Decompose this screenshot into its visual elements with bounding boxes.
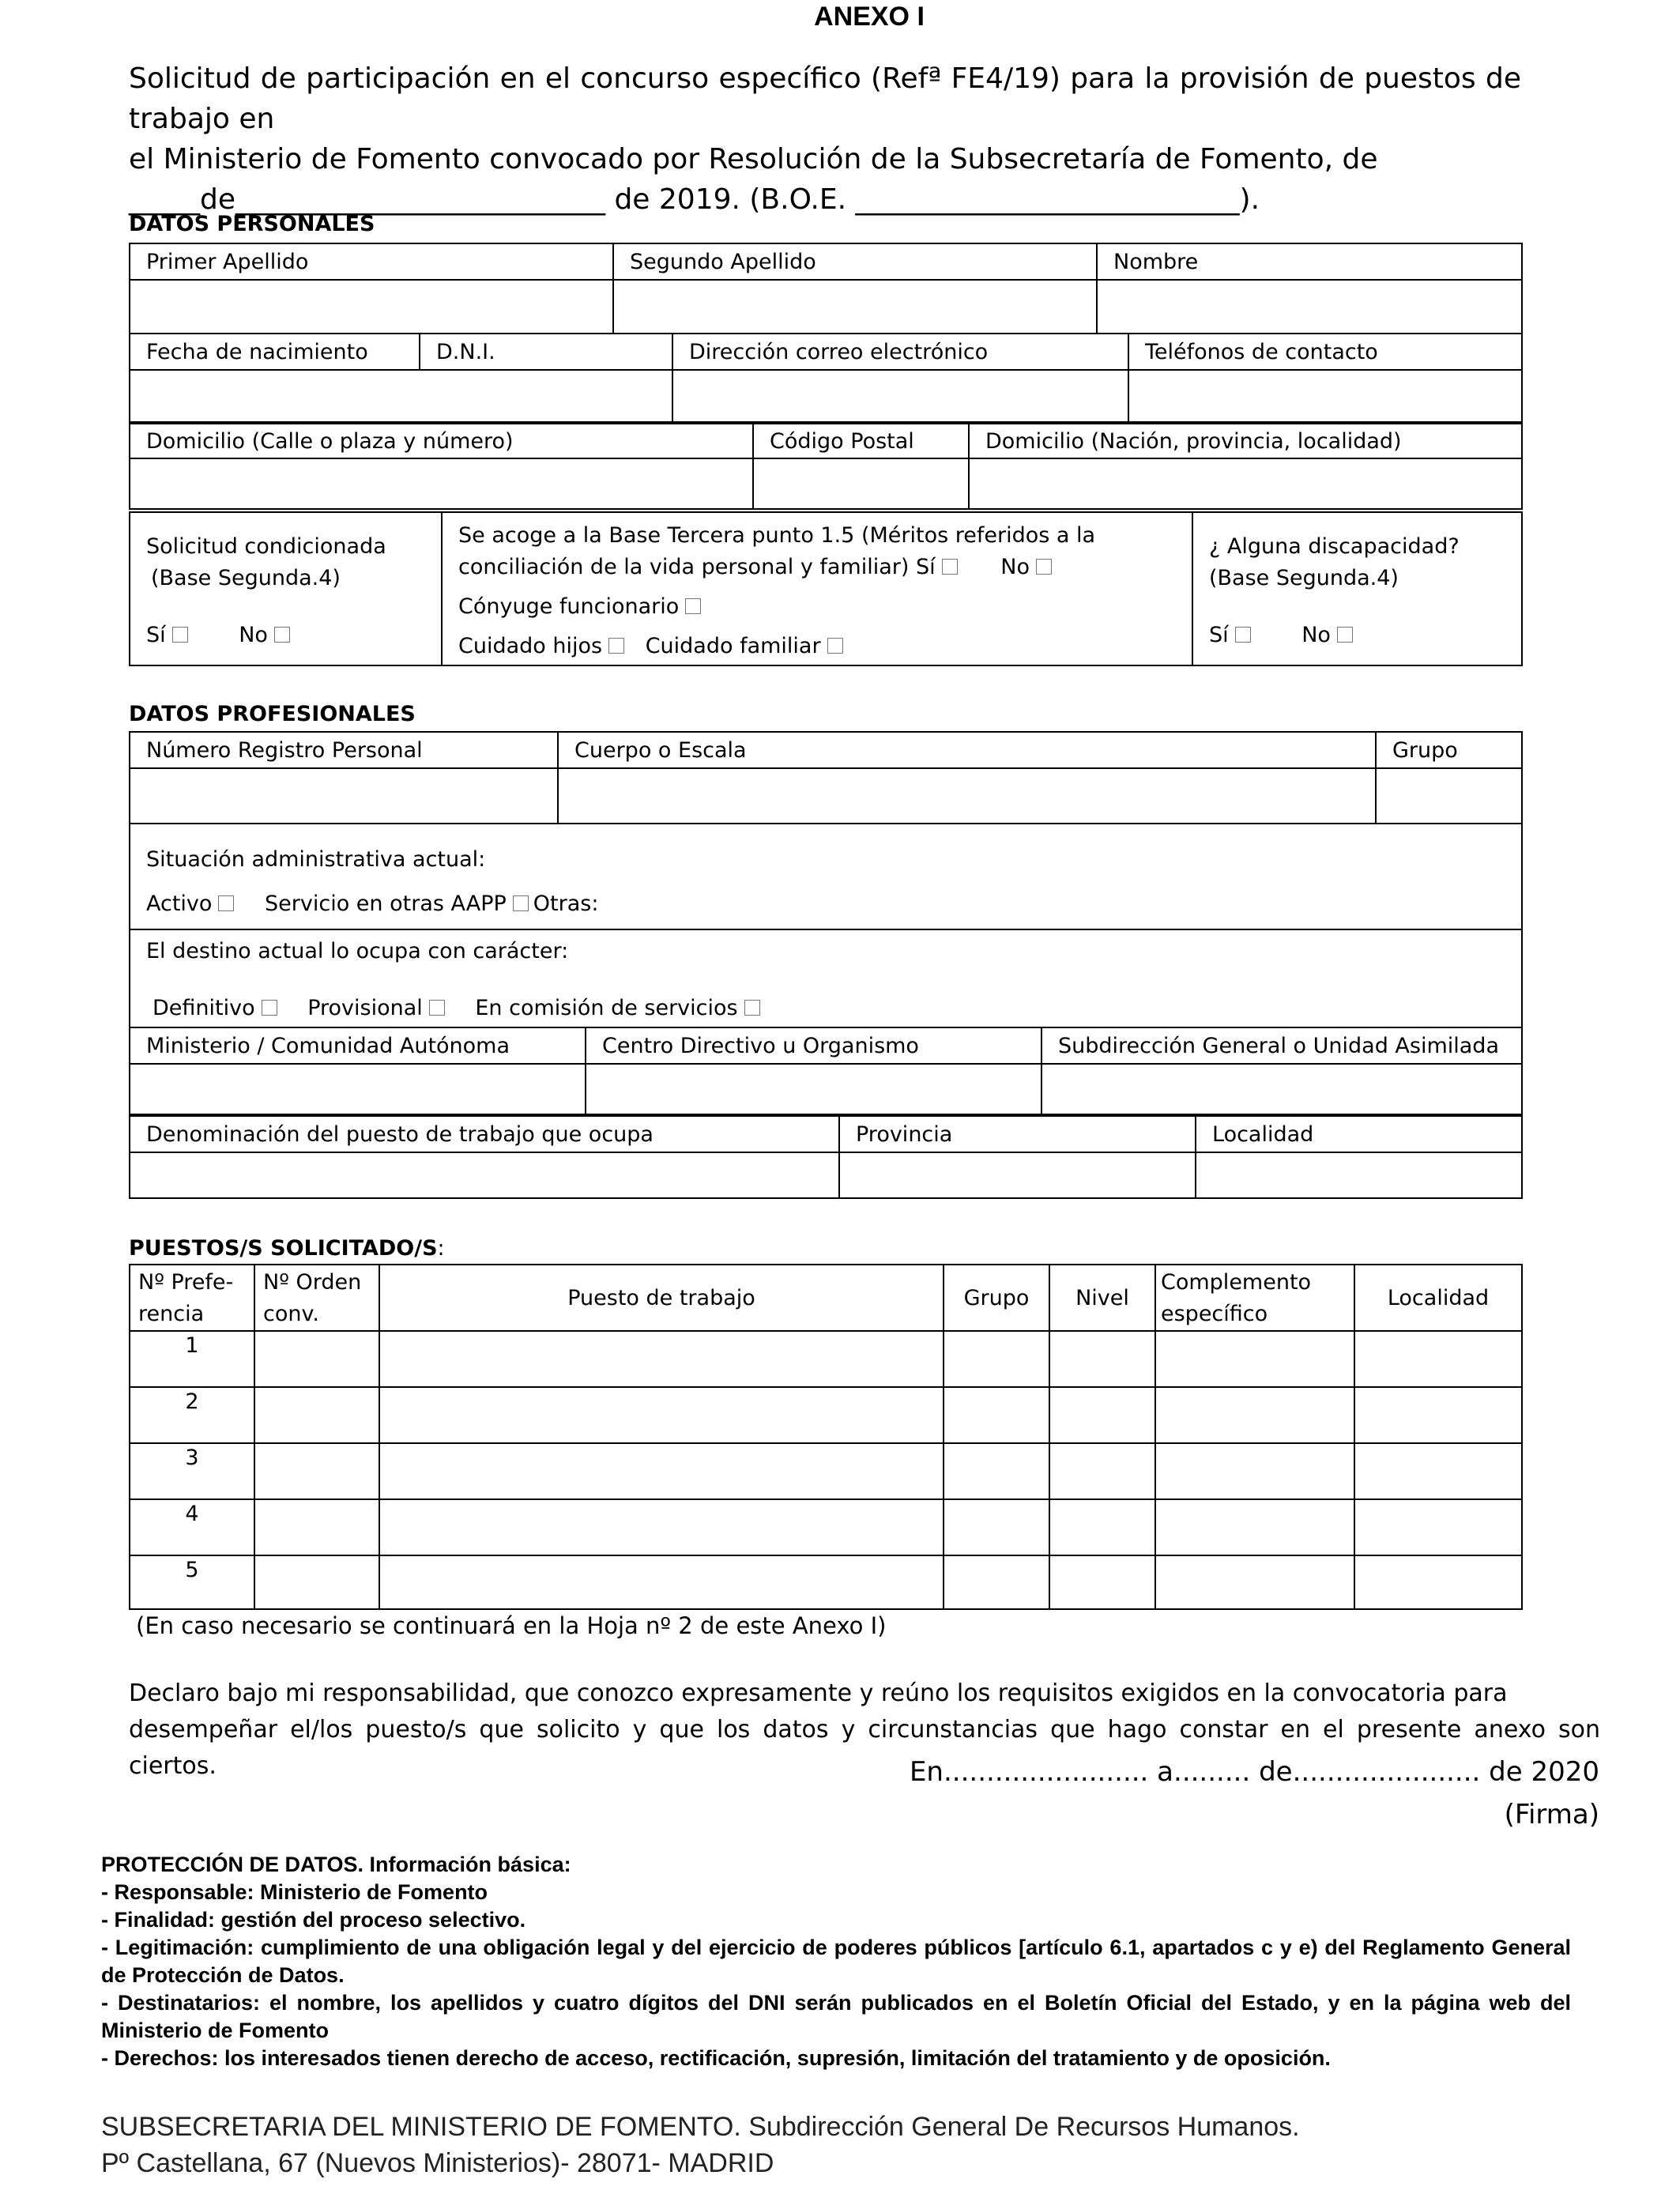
base-tercera-text: conciliación de la vida personal y familiar) <box>458 555 910 579</box>
signature-label: (Firma) <box>1504 1799 1599 1830</box>
intro-paragraph <box>129 58 1521 220</box>
col-nivel-header: Nivel <box>1049 1265 1155 1331</box>
puesto-actual-table <box>129 1115 1523 1199</box>
personal-address-table <box>129 423 1523 510</box>
intro-line-2: el Ministerio de Fomento convocado por Resolución de la Subsecretaría de Fomento, de <box>129 143 1378 175</box>
servicio-otras-checkbox[interactable] <box>513 895 529 911</box>
situacion-cell <box>130 824 1522 929</box>
personal-contact-table <box>129 333 1523 423</box>
discapacidad-no-label: No <box>1301 623 1331 647</box>
base-tercera-si-checkbox[interactable] <box>942 559 958 575</box>
table-row <box>130 1387 1522 1443</box>
condicionada-options <box>146 620 441 651</box>
ministerio-field[interactable] <box>130 1064 586 1114</box>
primer-apellido-label: Primer Apellido <box>130 243 613 280</box>
localidad-label: Localidad <box>1196 1116 1522 1152</box>
codigo-postal-label: Código Postal <box>753 424 969 458</box>
col-orden-line-2: conv. <box>263 1302 319 1326</box>
localidad-field[interactable] <box>1196 1152 1522 1198</box>
base-tercera-no-label: No <box>1000 555 1030 579</box>
col-preferencia-header <box>130 1265 254 1331</box>
base-tercera-no-checkbox[interactable] <box>1036 559 1052 575</box>
base-tercera-line-2 <box>458 552 1192 583</box>
nrp-label: Número Registro Personal <box>130 732 558 768</box>
grupo-label: Grupo <box>1376 732 1522 768</box>
provisional-label: Provisional <box>307 996 423 1020</box>
codigo-postal-field[interactable] <box>753 458 969 509</box>
profesional-table <box>129 731 1523 1028</box>
table-cell[interactable] <box>1049 1387 1155 1443</box>
comision-checkbox[interactable] <box>744 1000 760 1016</box>
table-cell[interactable] <box>254 1555 379 1609</box>
footer-line-1: SUBSECRETARIA DEL MINISTERIO DE FOMENTO. Subdirección General De Recursos Humanos. <box>101 2112 1300 2142</box>
table-row <box>130 1499 1522 1555</box>
col-grupo-header: Grupo <box>944 1265 1049 1331</box>
table-cell[interactable] <box>1354 1331 1522 1387</box>
personal-names-table <box>129 243 1523 334</box>
ministerio-label: Ministerio / Comunidad Autónoma <box>130 1027 586 1064</box>
puestos-heading-title: PUESTOS/S SOLICITADO/S <box>129 1236 438 1261</box>
conyuge-checkbox[interactable] <box>685 598 701 614</box>
puestos-heading <box>129 1236 445 1261</box>
discapacidad-si-checkbox[interactable] <box>1235 627 1251 643</box>
table-row <box>130 1331 1522 1387</box>
table-cell[interactable] <box>1155 1499 1354 1555</box>
table-cell[interactable] <box>1354 1387 1522 1443</box>
discapacidad-si-label: Sí <box>1209 623 1229 647</box>
conyuge-label: Cónyuge funcionario <box>458 594 680 619</box>
denominacion-label: Denominación del puesto de trabajo que ocupa <box>130 1116 839 1152</box>
table-cell[interactable] <box>1354 1443 1522 1499</box>
data-protection-destinatarios: - Destinatarios: el nombre, los apellidos y cuatro dígitos del DNI serán publicados en el Boletín Oficial del Estado, y en la página web del Ministerio de Fomento <box>101 1991 1571 2042</box>
domicilio-calle-field[interactable] <box>130 458 753 509</box>
telefonos-field[interactable] <box>1128 370 1522 422</box>
col-preferencia-line-1: Nº Prefe- <box>138 1270 234 1295</box>
row-number: 5 <box>130 1555 254 1609</box>
correo-label: Dirección correo electrónico <box>672 334 1128 370</box>
row-number: 4 <box>130 1499 254 1555</box>
cuidado-hijos-label: Cuidado hijos <box>458 634 603 658</box>
table-cell[interactable] <box>379 1387 944 1443</box>
table-cell[interactable] <box>1155 1555 1354 1609</box>
footer-address <box>101 2109 1300 2181</box>
data-protection-responsable: - Responsable: Ministerio de Fomento <box>101 1880 488 1904</box>
table-cell[interactable] <box>944 1387 1049 1443</box>
cuidado-familiar-checkbox[interactable] <box>827 638 843 654</box>
correo-field[interactable] <box>672 370 1128 422</box>
table-cell[interactable] <box>1049 1331 1155 1387</box>
table-cell[interactable] <box>1354 1555 1522 1609</box>
condicionada-cell <box>130 512 442 665</box>
otras-label: Otras: <box>533 892 599 916</box>
organismo-table <box>129 1027 1523 1115</box>
continuation-note: (En caso necesario se continuará en la Hoja nº 2 de este Anexo I) <box>136 1612 887 1639</box>
table-cell[interactable] <box>379 1331 944 1387</box>
cuerpo-field[interactable] <box>558 768 1376 824</box>
condicionada-no-checkbox[interactable] <box>274 627 290 643</box>
situacion-options <box>146 882 1521 926</box>
definitivo-checkbox[interactable] <box>262 1000 277 1016</box>
base-tercera-cell <box>442 512 1192 665</box>
condicionada-si-label: Sí <box>146 623 166 647</box>
col-complemento-line-1: Complemento <box>1161 1270 1312 1295</box>
table-cell[interactable] <box>944 1555 1049 1609</box>
cuidado-familiar-label: Cuidado familiar <box>645 634 821 658</box>
row-number: 3 <box>130 1443 254 1499</box>
table-cell[interactable] <box>379 1555 944 1609</box>
col-localidad-header: Localidad <box>1354 1265 1522 1331</box>
intro-line-1: Solicitud de participación en el concurso específico (Refª FE4/19) para la provisión de puestos de trabajo en <box>129 62 1521 135</box>
table-cell[interactable] <box>254 1331 379 1387</box>
primer-apellido-field[interactable] <box>130 280 613 334</box>
table-cell[interactable] <box>254 1443 379 1499</box>
table-cell[interactable] <box>379 1499 944 1555</box>
domicilio-nacion-field[interactable] <box>969 458 1522 509</box>
destino-label: El destino actual lo ocupa con carácter: <box>146 939 569 963</box>
personal-heading: DATOS PERSONALES <box>129 212 375 236</box>
situacion-label: Situación administrativa actual: <box>146 847 486 872</box>
activo-label: Activo <box>146 892 213 916</box>
table-cell[interactable] <box>254 1387 379 1443</box>
condicionada-label: Solicitud condicionada <box>146 534 386 559</box>
discapacidad-no-checkbox[interactable] <box>1337 627 1353 643</box>
data-protection-block <box>101 1851 1571 2072</box>
domicilio-calle-label: Domicilio (Calle o plaza y número) <box>130 424 753 458</box>
puestos-heading-colon: : <box>437 1236 445 1261</box>
row-number: 1 <box>130 1331 254 1387</box>
subdireccion-label: Subdirección General o Unidad Asimilada <box>1042 1027 1522 1064</box>
data-protection-finalidad: - Finalidad: gestión del proceso selectivo. <box>101 1908 526 1932</box>
table-cell[interactable] <box>944 1443 1049 1499</box>
profesional-heading: DATOS PROFESIONALES <box>129 702 416 726</box>
col-complemento-line-2: específico <box>1161 1302 1268 1326</box>
servicio-otras-label: Servicio en otras AAPP <box>265 892 507 916</box>
condicionada-base: (Base Segunda.4) <box>151 566 341 590</box>
provincia-field[interactable] <box>839 1152 1196 1198</box>
grupo-field[interactable] <box>1376 768 1522 824</box>
table-row <box>130 1555 1522 1609</box>
col-orden-header <box>254 1265 379 1331</box>
col-orden-line-1: Nº Orden <box>263 1270 362 1295</box>
data-protection-derechos: - Derechos: los interesados tienen derecho de acceso, rectificación, supresión, limitación del tratamiento y de oposición. <box>101 2046 1331 2070</box>
table-cell[interactable] <box>1155 1443 1354 1499</box>
row-number: 2 <box>130 1387 254 1443</box>
data-protection-legitimacion: - Legitimación: cumplimiento de una obligación legal y del ejercicio de poderes públicos [artículo 6.1, apartados c y e) del Reglamento General de Protección de Datos. <box>101 1936 1571 1987</box>
nrp-field[interactable] <box>130 768 558 824</box>
cuidado-hijos-checkbox[interactable] <box>608 638 624 654</box>
table-cell[interactable] <box>254 1499 379 1555</box>
declaration-line-2: desempeñar el/los puesto/s que solicito y que los datos y circunstancias que hago constar en el presente anexo son ciertos. <box>129 1716 1600 1780</box>
discapacidad-cell <box>1192 512 1522 665</box>
fecha-dni-field[interactable] <box>130 370 672 422</box>
table-cell[interactable] <box>944 1499 1049 1555</box>
discapacidad-label: ¿ Alguna discapacidad? <box>1209 534 1460 559</box>
telefonos-label: Teléfonos de contacto <box>1128 334 1522 370</box>
centro-label: Centro Directivo u Organismo <box>586 1027 1042 1064</box>
cuerpo-label: Cuerpo o Escala <box>558 732 1376 768</box>
base-tercera-si-label: Sí <box>916 555 936 579</box>
col-complemento-header <box>1155 1265 1354 1331</box>
col-puesto-header: Puesto de trabajo <box>379 1265 944 1331</box>
table-row <box>130 1443 1522 1499</box>
table-cell[interactable] <box>1155 1387 1354 1443</box>
puestos-table <box>129 1264 1523 1610</box>
page-title: ANEXO I <box>814 2 925 32</box>
dni-label: D.N.I. <box>420 334 672 370</box>
base-tercera-line-1: Se acoge a la Base Tercera punto 1.5 (Méritos referidos a la <box>458 523 1096 548</box>
centro-field[interactable] <box>586 1064 1042 1114</box>
col-preferencia-line-2: rencia <box>138 1302 205 1326</box>
condicionada-si-checkbox[interactable] <box>172 627 188 643</box>
provincia-label: Provincia <box>839 1116 1196 1152</box>
nombre-field[interactable] <box>1097 280 1522 334</box>
footer-line-2: Pº Castellana, 67 (Nuevos Ministerios)- 28071- MADRID <box>101 2148 774 2178</box>
cuidado-row <box>458 631 1192 662</box>
provisional-checkbox[interactable] <box>429 1000 445 1016</box>
declaration-line-1: Declaro bajo mi responsabilidad, que conozco expresamente y reúno los requisitos exigidos en la convocatoria para <box>129 1679 1508 1707</box>
date-line: En........................ a......... de...................... de 2020 <box>909 1756 1599 1788</box>
discapacidad-options <box>1209 620 1521 651</box>
subdireccion-field[interactable] <box>1042 1064 1522 1114</box>
data-protection-title: PROTECCIÓN DE DATOS. Información básica: <box>101 1853 571 1876</box>
denominacion-field[interactable] <box>130 1152 839 1198</box>
nombre-label: Nombre <box>1097 243 1522 280</box>
table-cell[interactable] <box>1155 1331 1354 1387</box>
destino-options <box>146 993 1521 1024</box>
table-cell[interactable] <box>1354 1499 1522 1555</box>
activo-checkbox[interactable] <box>218 895 234 911</box>
table-cell[interactable] <box>1049 1555 1155 1609</box>
condicionada-no-label: No <box>239 623 268 647</box>
conyuge-row <box>458 591 1192 623</box>
table-cell[interactable] <box>944 1331 1049 1387</box>
personal-options-table <box>129 511 1523 666</box>
domicilio-nacion-label: Domicilio (Nación, provincia, localidad) <box>969 424 1522 458</box>
definitivo-label: Definitivo <box>153 996 255 1020</box>
segundo-apellido-label: Segundo Apellido <box>613 243 1097 280</box>
table-cell[interactable] <box>1049 1499 1155 1555</box>
segundo-apellido-field[interactable] <box>613 280 1097 334</box>
comision-label: En comisión de servicios <box>475 996 738 1020</box>
destino-cell <box>130 929 1522 1027</box>
fecha-nacimiento-label: Fecha de nacimiento <box>130 334 420 370</box>
table-cell[interactable] <box>1049 1443 1155 1499</box>
discapacidad-base: (Base Segunda.4) <box>1209 566 1399 590</box>
intro-line-3: _____de__________________________ de 2019. (B.O.E. ___________________________). <box>129 183 1260 216</box>
table-cell[interactable] <box>379 1443 944 1499</box>
